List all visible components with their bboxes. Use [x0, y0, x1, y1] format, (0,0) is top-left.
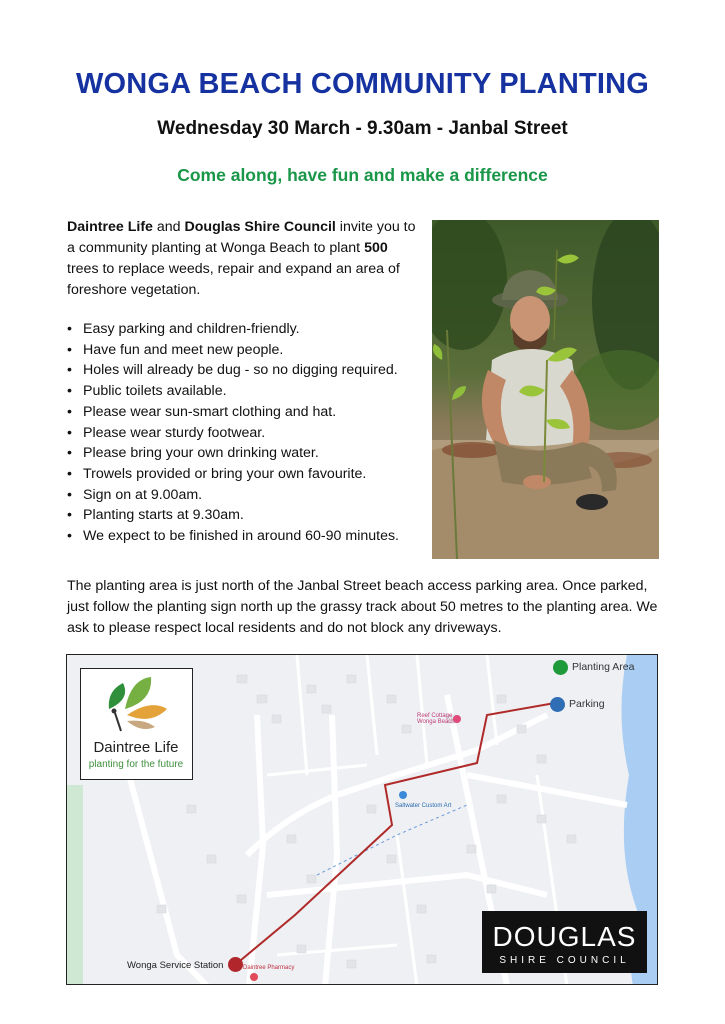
legend-parking: Parking — [569, 698, 605, 710]
list-item: • Trowels provided or bring your own favourite. — [67, 464, 427, 485]
page-title: WONGA BEACH COMMUNITY PLANTING — [75, 68, 650, 100]
event-subtitle: Wednesday 30 March - 9.30am - Janbal Street — [157, 118, 568, 139]
list-item: • Holes will already be dug - so no digging required. — [67, 360, 427, 381]
list-item: • Please bring your own drinking water. — [67, 443, 427, 464]
list-item: • Have fun and meet new people. — [67, 340, 427, 361]
org-daintree-life: Daintree Life — [67, 219, 153, 235]
pharmacy-label: Daintree Pharmacy — [243, 965, 295, 971]
parking-marker — [550, 697, 565, 712]
list-item: • Please wear sturdy footwear. — [67, 423, 427, 444]
intro-paragraph — [67, 217, 419, 301]
service-station-label: Wonga Service Station — [127, 960, 224, 971]
list-item: • We expect to be finished in around 60-90 minutes. — [67, 526, 427, 547]
intro-and: and — [152, 219, 185, 235]
info-list — [67, 319, 427, 547]
intro-text-2: trees to replace weeds, repair and expand an area of foreshore vegetation. — [67, 261, 400, 298]
daintree-life-logo — [80, 668, 193, 780]
legend-planting-area: Planting Area — [572, 661, 635, 673]
directions-paragraph: The planting area is just north of the Janbal Street beach access parking area. Once parked, just follow the planting sign north up the grassy track about 50 metres to the planting area. We ask to please respect local residents and do not block any driveways. — [67, 578, 658, 636]
douglas-shire-council-logo — [482, 911, 647, 973]
list-item: • Planting starts at 9.30am. — [67, 505, 427, 526]
list-item: • Sign on at 9.00am. — [67, 485, 427, 506]
list-item: • Easy parking and children-friendly. — [67, 319, 427, 340]
council-subtitle: SHIRE COUNCIL — [499, 955, 630, 966]
logo-name: Daintree Life — [93, 739, 179, 756]
cottage-label: Reef Cottage Wonga Beach — [417, 713, 455, 725]
council-name: DOUGLAS — [492, 921, 637, 952]
location-map — [66, 654, 658, 985]
planting-area-marker — [553, 660, 568, 675]
service-station-marker — [228, 957, 243, 972]
list-item: • Please wear sun-smart clothing and hat. — [67, 402, 427, 423]
art-label: Saltwater Custom Art — [395, 803, 452, 809]
tree-count: 500 — [364, 240, 388, 256]
tagline: Come along, have fun and make a difference — [177, 165, 548, 185]
intro-text-1: invite you to a community planting at Wonga Beach to plant — [67, 219, 416, 256]
org-douglas-shire: Douglas Shire Council — [184, 219, 336, 235]
volunteer-planting-photo — [432, 220, 659, 559]
logo-tagline: planting for the future — [88, 759, 184, 770]
list-item: • Public toilets available. — [67, 381, 427, 402]
